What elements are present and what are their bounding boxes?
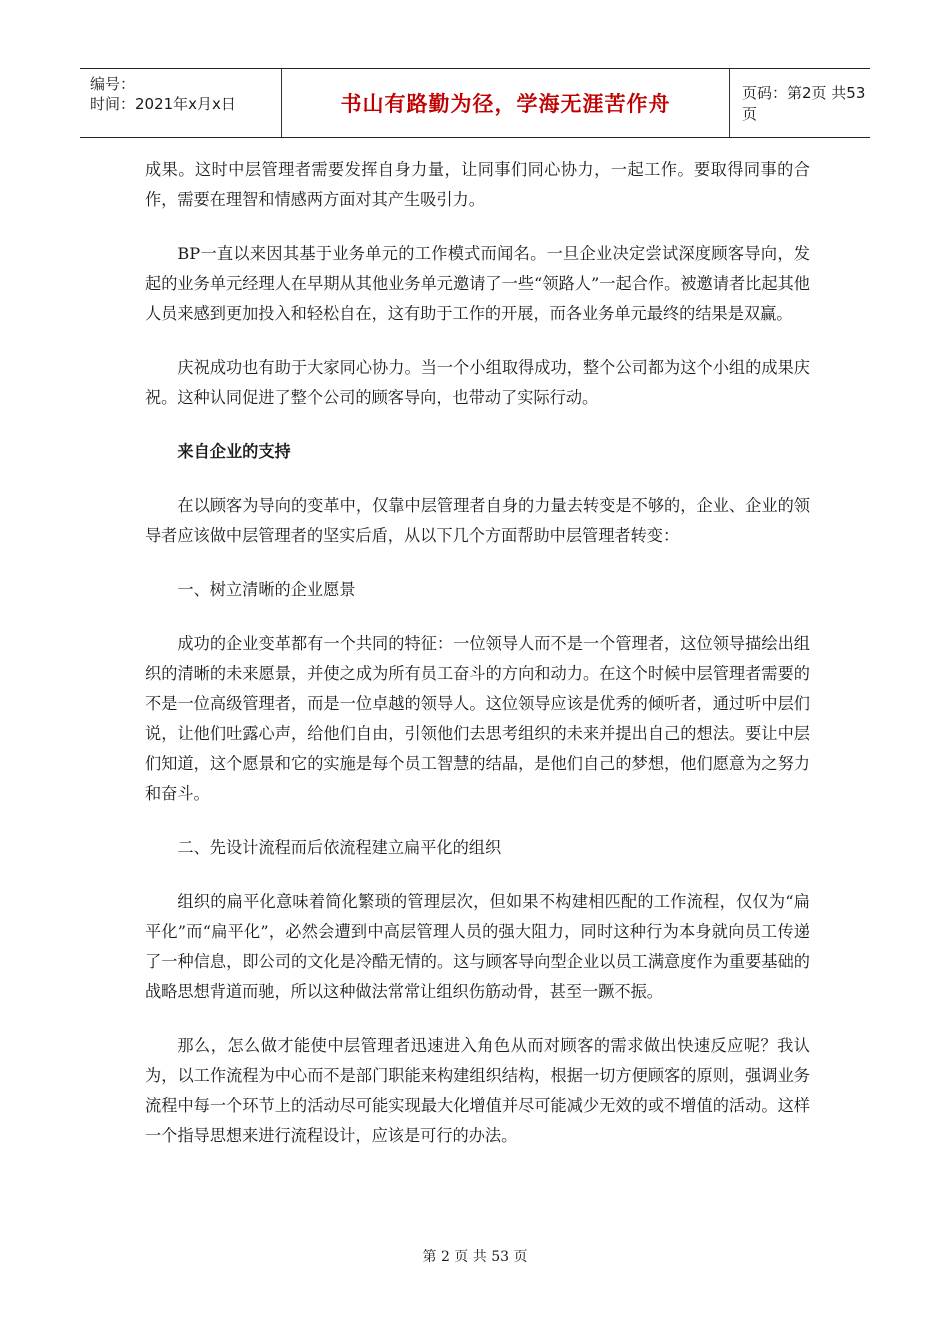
page-footer: 第 2 页 共 53 页 (422, 1249, 528, 1265)
header-meta-cell (80, 69, 282, 137)
header-page-info: 页码：第2页 共53页 (742, 84, 866, 123)
subheading-vision: 一、树立清晰的企业愿景 (177, 580, 356, 599)
document-time-label: 时间：2021年x月x日 (90, 95, 236, 113)
paragraph-3: 庆祝成功也有助于大家同心协力。当一个小组取得成功，整个公司都为这个小组的成果庆祝。这种认同促进了整个公司的顾客导向，也带动了实际行动。 (145, 358, 810, 407)
header-page-cell (730, 69, 870, 137)
document-number-label: 编号： (90, 75, 136, 93)
paragraph-5: 成功的企业变革都有一个共同的特征：一位领导人而不是一个管理者，这位领导描绘出组织的清晰的未来愿景，并使之成为所有员工奋斗的方向和动力。在这个时候中层管理者需要的不是一位高级管理者，而是一位卓越的领导人。这位领导应该是优秀的倾听者，通过听中层们说，让他们吐露心声，给他们自由，引领他们去思考组织的未来并提出自己的想法。要让中层们知道，这个愿景和它的实施是每个员工智慧的结晶，是他们自己的梦想，他们愿意为之努力和奋斗。 (145, 634, 810, 803)
subheading-process: 二、先设计流程而后依流程建立扁平化的组织 (177, 838, 502, 857)
paragraph-2: BP一直以来因其基于业务单元的工作模式而闻名。一旦企业决定尝试深度顾客导向，发起的业务单元经理人在早期从其他业务单元邀请了一些“领路人”一起合作。被邀请者比起其他人员来感到更加投入和轻松自在，这有助于工作的开展，而各业务单元最终的结果是双赢。 (145, 244, 810, 323)
document-header (80, 68, 870, 138)
document-body (145, 155, 810, 1175)
header-motto: 书山有路勤为径，学海无涯苦作舟 (340, 92, 671, 116)
section-heading-support: 来自企业的支持 (177, 442, 291, 461)
paragraph-6: 组织的扁平化意味着简化繁琐的管理层次，但如果不构建相匹配的工作流程，仅仅为“扁平化”而“扁平化”，必然会遭到中高层管理人员的强大阻力，同时这种行为本身就向员工传递了一种信息，即公司的文化是冷酷无情的。这与顾客导向型企业以员工满意度作为重要基础的战略思想背道而驰，所以这种做法常常让组织伤筋动骨，甚至一蹶不振。 (145, 892, 810, 1001)
paragraph-4: 在以顾客为导向的变革中，仅靠中层管理者自身的力量去转变是不够的，企业、企业的领导者应该做中层管理者的坚实后盾，从以下几个方面帮助中层管理者转变： (145, 496, 810, 545)
paragraph-1: 成果。这时中层管理者需要发挥自身力量，让同事们同心协力，一起工作。要取得同事的合作，需要在理智和情感两方面对其产生吸引力。 (145, 160, 810, 209)
paragraph-7: 那么，怎么做才能使中层管理者迅速进入角色从而对顾客的需求做出快速反应呢？我认为，以工作流程为中心而不是部门职能来构建组织结构，根据一切方便顾客的原则，强调业务流程中每一个环节上的活动尽可能实现最大化增值并尽可能减少无效的或不增值的活动。这样一个指导思想来进行流程设计，应该是可行的办法。 (145, 1036, 810, 1145)
header-motto-cell (282, 69, 730, 137)
